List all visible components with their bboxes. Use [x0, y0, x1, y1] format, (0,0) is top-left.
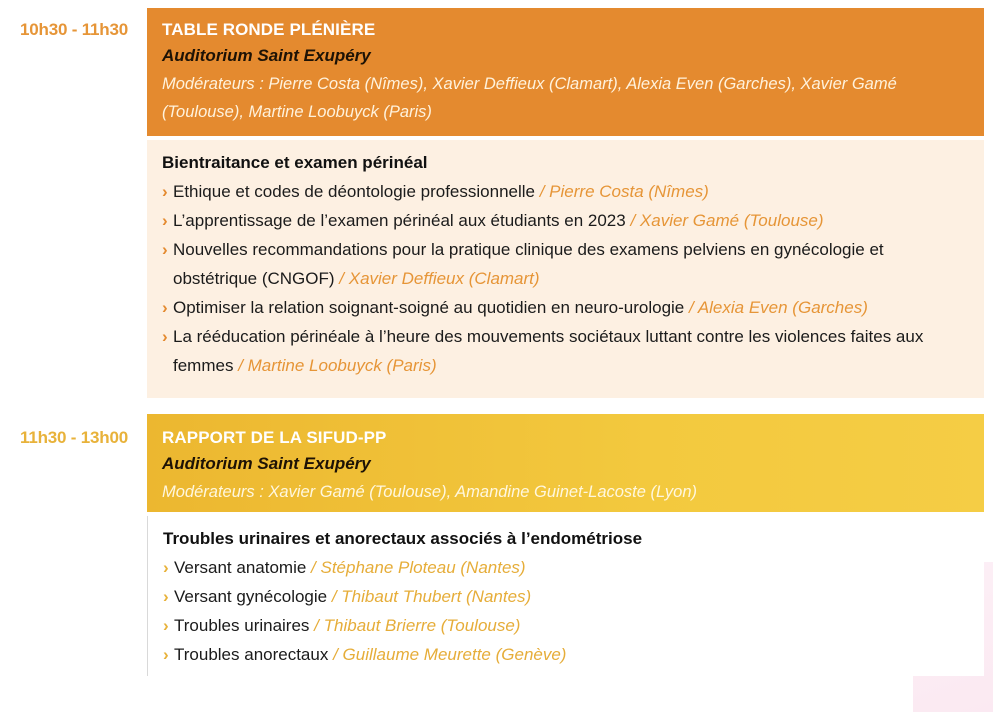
session-topic: Troubles urinaires et anorectaux associés à l’endométriose [163, 529, 643, 548]
session-venue: Auditorium Saint Exupéry [162, 454, 371, 473]
talk-title: Versant gynécologie [174, 587, 328, 606]
chevron-right-icon: › [162, 327, 168, 346]
session-title: RAPPORT DE LA SIFUD-PP [162, 428, 387, 447]
chevron-right-icon: › [162, 240, 168, 259]
talk-item [162, 293, 944, 322]
session-moderators [162, 478, 970, 506]
session-header [147, 414, 984, 512]
talk-speaker: / Xavier Deffieux (Clamart) [339, 269, 540, 288]
session-time: 10h30 - 11h30 [20, 20, 128, 39]
moderators-line: (Toulouse), Martine Loobuyck (Paris) [162, 103, 432, 121]
talk-title: La rééducation périnéale à l’heure des mouvements sociétaux luttant contre les violences faites aux femmes [173, 327, 924, 375]
chevron-right-icon: › [162, 298, 168, 317]
talk-title: Troubles urinaires [174, 616, 310, 635]
talk-speaker: / Thibaut Brierre (Toulouse) [314, 616, 521, 635]
chevron-right-icon: › [162, 182, 168, 201]
talk-speaker: / Martine Loobuyck (Paris) [238, 356, 437, 375]
talk-item [163, 640, 944, 669]
chevron-right-icon: › [163, 558, 169, 577]
chevron-right-icon: › [162, 211, 168, 230]
talk-item [162, 322, 944, 380]
session-moderators [162, 70, 970, 126]
chevron-right-icon: › [163, 616, 169, 635]
session-header [147, 8, 984, 136]
talk-title: Nouvelles recommandations pour la pratique clinique des examens pelviens en gynécologie et obstétrique (CNGOF) [173, 240, 884, 288]
talk-speaker: / Pierre Costa (Nîmes) [539, 182, 709, 201]
talk-speaker: / Thibaut Thubert (Nantes) [331, 587, 532, 606]
chevron-right-icon: › [163, 587, 169, 606]
talk-item [163, 582, 944, 611]
session-time: 11h30 - 13h00 [20, 428, 128, 447]
talk-title: Versant anatomie [174, 558, 307, 577]
talk-item [163, 611, 944, 640]
talk-speaker: / Guillaume Meurette (Genève) [333, 645, 567, 664]
talk-item [162, 177, 944, 206]
talk-speaker: / Xavier Gamé (Toulouse) [630, 211, 824, 230]
session-title: TABLE RONDE PLÉNIÈRE [162, 20, 376, 39]
talk-speaker: / Alexia Even (Garches) [689, 298, 868, 317]
session-venue: Auditorium Saint Exupéry [162, 46, 371, 65]
talk-title: Optimiser la relation soignant-soigné au quotidien en neuro-urologie [173, 298, 685, 317]
talk-title: Ethique et codes de déontologie professionnelle [173, 182, 535, 201]
talk-item [162, 235, 944, 293]
moderators-line: Modérateurs : Pierre Costa (Nîmes), Xavier Deffieux (Clamart), Alexia Even (Garches), Xavier Gamé [162, 75, 897, 93]
talk-item [163, 553, 944, 582]
talk-title: Troubles anorectaux [174, 645, 329, 664]
session-content [147, 140, 984, 398]
session-content [147, 516, 984, 676]
session-topic: Bientraitance et examen périnéal [162, 153, 428, 172]
chevron-right-icon: › [163, 645, 169, 664]
talk-item [162, 206, 944, 235]
talk-speaker: / Stéphane Ploteau (Nantes) [311, 558, 526, 577]
talk-title: L’apprentissage de l’examen périnéal aux étudiants en 2023 [173, 211, 626, 230]
moderators-line: Modérateurs : Xavier Gamé (Toulouse), Amandine Guinet-Lacoste (Lyon) [162, 483, 697, 501]
